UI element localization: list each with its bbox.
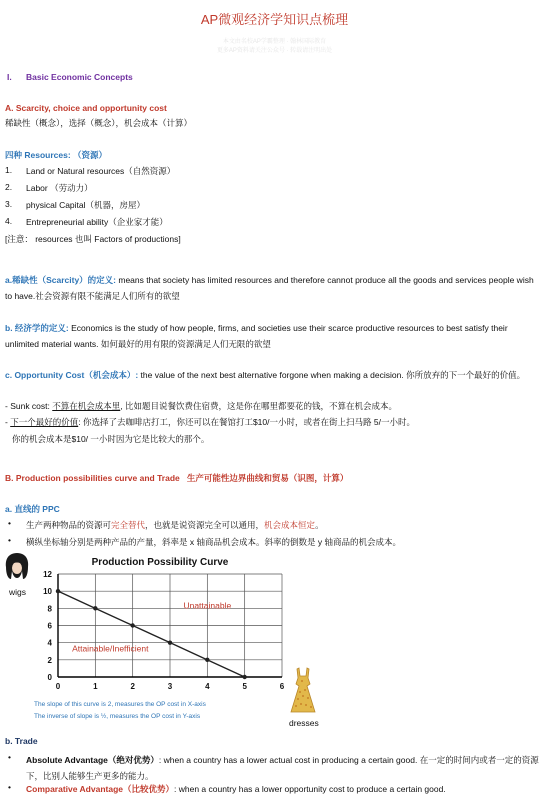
bullet-icon: • (8, 535, 11, 545)
trade-heading: b. Trade (5, 736, 38, 746)
resource-item-num: 2. (5, 182, 13, 192)
ppc-bullet-1-red: 完全替代 (111, 520, 146, 530)
ppc-point (93, 606, 97, 610)
resource-item: Labor （劳动力） (26, 183, 93, 193)
subsection-b-heading-cn: 生产可能性边界曲线和贸易（识图，计算） (186, 473, 349, 483)
document-title: AP微观经济学知识点梳理 (200, 12, 349, 27)
scarcity-text: means that society has limited resources and therefore cannot produce all the goods and services people wish to have.社会资源有限不能满足人们所有的欲望 (5, 275, 534, 301)
linear-ppc-heading: a. 直线的 PPC (5, 504, 60, 514)
next-best-line-2: 你的机会成本是$10/ 一小时因为它是比较大的那个。 (12, 434, 210, 444)
subsection-a-subtitle: 稀缺性（概念），选择（概念），机会成本（计算） (5, 118, 193, 128)
x-tick-label: 3 (167, 682, 173, 691)
next-best-line (5, 416, 415, 428)
next-best-prefix: - (5, 417, 11, 427)
y-axis-label: wigs (9, 587, 27, 597)
ppc-point (205, 658, 209, 662)
faint-watermark-line-2: 更多AP资料请关注公众号 · 转载请注明出处 (216, 48, 333, 54)
x-tick-label: 4 (205, 682, 210, 691)
resource-item-num: 4. (5, 216, 13, 226)
ppc-point (242, 675, 246, 679)
x-tick-label: 2 (130, 682, 135, 691)
chart-annotation: Attainable/Inefficient (72, 643, 149, 654)
faint-watermark-line-1: 本文由名校AP学霸整理 · 翰林国际教育 (222, 39, 327, 45)
chart-title: Production Possibility Curve (91, 557, 229, 568)
chart-annotation: Unattainable (183, 600, 232, 611)
comparative-advantage-desc: : when a country has a lower opportunity cost to produce a certain good. (174, 784, 446, 794)
chart-note-1: The slope of this curve is 2, measures the OP cost in X-axis (34, 701, 206, 708)
ppc-bullet-2: 横纵坐标轴分别是两种产品的产量，斜率是 x 轴商品机会成本。斜率的倒数是 y 轴商品的机会成本。 (26, 537, 401, 547)
y-tick-label: 2 (47, 655, 52, 665)
ppc-bullet-1-end: 。 (315, 520, 324, 530)
ppc-bullet-1-mid: ，也就是说资源完全可以通用， (145, 520, 265, 530)
bullet-icon: • (8, 518, 11, 528)
comparative-advantage-label: Comparative Advantage（比较优势） (26, 784, 174, 794)
resources-note: [注意： resources 也叫 Factors of productions] (5, 234, 181, 244)
x-tick-label: 1 (93, 682, 98, 691)
sunk-cost-rest: , 比如题目说餐饮费住宿费，这是你在哪里都要花的钱，不算在机会成本。 (120, 401, 397, 411)
bullet-icon: • (8, 782, 11, 792)
chart-note-2: The inverse of slope is ½, measures the OP cost in Y-axis (34, 713, 201, 720)
subsection-a-heading: A. Scarcity, choice and opportunity cost (5, 103, 167, 113)
y-tick-label: 10 (43, 587, 52, 597)
resource-item-num: 1. (5, 165, 13, 175)
bullet-icon: • (8, 752, 11, 762)
absolute-advantage-desc: : when a country has a lower actual cost in producing a certain good. 在一定的时间内或者一定的资源下，比别人能够生产更多的能力。 (26, 755, 539, 781)
y-tick-label: 6 (47, 621, 52, 631)
absolute-advantage-label: Absolute Advantage（绝对优势） (26, 755, 159, 765)
x-axis-label: dresses (289, 718, 319, 728)
x-tick-label: 0 (55, 682, 61, 691)
ppc-point (130, 623, 134, 627)
ppc-bullet-1 (26, 519, 324, 531)
ppc-bullet-1-pre: 生产两种物品的资源可 (26, 520, 112, 530)
comparative-advantage-text (26, 783, 446, 795)
economics-definition (5, 320, 535, 352)
economics-text: Economics is the study of how people, firms, and societies use their scarce productive resources to best satisfy their unlimited material wants. 如何最好的用有限的资源满足人们无限的欲望 (5, 323, 508, 349)
resource-item: Land or Natural resources（自然资源） (26, 166, 176, 176)
y-tick-label: 0 (47, 673, 52, 682)
section-number: I. (7, 72, 12, 82)
scarcity-label: a.稀缺性（Scarcity）的定义: (5, 275, 116, 285)
subsection-b-heading-en: B. Production possibilities curve and Trade (5, 473, 180, 483)
ppc-point (168, 640, 172, 644)
next-best-rest: : 你选择了去咖啡店打工，你还可以在餐馆打工$10/一小时，或者在街上扫马路 5/一小时。 (78, 417, 415, 427)
y-tick-label: 4 (47, 638, 52, 648)
economics-label: b. 经济学的定义: (5, 323, 69, 333)
sunk-cost-line (5, 400, 397, 412)
sunk-cost-prefix: - Sunk cost: (5, 401, 53, 411)
resource-item: Entrepreneurial ability（企业家才能） (26, 217, 168, 227)
opportunity-cost-definition (5, 367, 535, 383)
y-tick-label: 8 (47, 604, 52, 614)
resources-heading: 四种 Resources: （资源） (5, 150, 108, 160)
absolute-advantage-text (26, 752, 541, 784)
resource-item-num: 3. (5, 199, 13, 209)
ppc-bullet-1-red2: 机会成本恒定 (264, 520, 316, 530)
ppc-point (56, 589, 60, 593)
scarcity-definition (5, 272, 535, 304)
subsection-b-heading (5, 472, 348, 484)
ppc-chart (0, 552, 300, 702)
opportunity-cost-text: the value of the next best alternative forgone when making a decision. 你所放弃的下一个最好的价值。 (138, 370, 526, 380)
resource-item: physical Capital（机器，房屋） (26, 200, 146, 210)
section-title: Basic Economic Concepts (26, 72, 133, 82)
opportunity-cost-label: c. Opportunity Cost（机会成本）: (5, 370, 139, 380)
x-tick-label: 5 (242, 682, 247, 691)
sunk-cost-underlined: 不算在机会成本里 (52, 401, 121, 411)
next-best-underlined: 下一个最好的价值 (10, 417, 79, 427)
y-tick-label: 12 (43, 570, 52, 579)
x-tick-label: 6 (279, 682, 285, 691)
